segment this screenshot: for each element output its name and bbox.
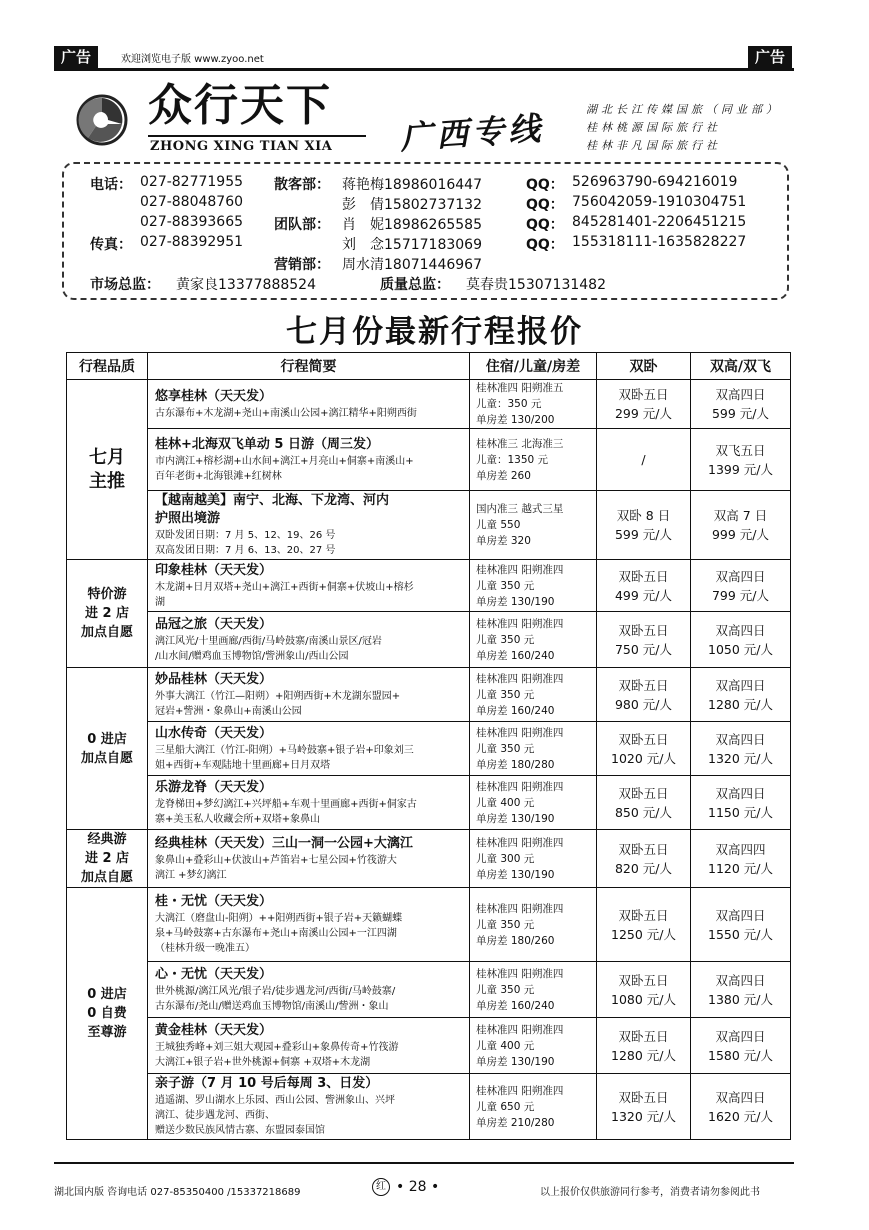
quality-director: 莫春贵15307131482 bbox=[466, 277, 606, 293]
accommodation-line: 桂林准四 阳朔准五 bbox=[476, 382, 564, 394]
price-train-flight: 双高四日 1580 元/人 bbox=[691, 1018, 791, 1074]
table-row bbox=[67, 722, 791, 776]
tel-3: 027-88393665 bbox=[140, 214, 244, 230]
itinerary-cell bbox=[148, 560, 470, 612]
itinerary-desc: 大漓江（磨盘山-阳朔）++阳朔西街+银子岩+天籁蝴蝶 泉+马岭鼓寨+古东瀑布+尧山+南溪山公园+一江四湖 （桂林升级一晚准五） bbox=[155, 913, 403, 954]
qq-1: 526963790-694216019 bbox=[572, 174, 738, 190]
table-row bbox=[67, 1074, 791, 1140]
accommodation-line: 桂林准三 北海准三 bbox=[476, 437, 564, 450]
itinerary-desc: 龙脊梯田+梦幻漓江+兴坪船+车观十里画廊+西街+侗家古 寨+美玉私人收藏会所+双塔+象鼻山 bbox=[155, 798, 417, 825]
marketing-label: 营销部： bbox=[274, 257, 330, 273]
accommodation-cell bbox=[470, 429, 597, 491]
itinerary-name: 山水传奇（天天发） bbox=[155, 725, 273, 741]
accommodation-line: 儿童：1350 元 bbox=[476, 453, 549, 466]
price-train-flight: 双高四日 1380 元/人 bbox=[691, 962, 791, 1018]
brand-pinyin: ZHONG XING TIAN XIA bbox=[150, 139, 333, 154]
itinerary-desc: 世外桃源/漓江风光/银子岩/徒步遇龙河/西街/马岭鼓寨/ 古东瀑布/尧山/赠送鸡血玉博物馆/南溪山/訾洲・象山 bbox=[155, 985, 396, 1012]
itinerary-cell bbox=[148, 668, 470, 722]
qq-2: 756042059-1910304751 bbox=[572, 194, 747, 210]
brand-rule bbox=[148, 135, 366, 137]
tel-label: 电话： bbox=[90, 177, 132, 193]
fax-label: 传真： bbox=[90, 237, 132, 253]
header-train-flight: 双高/双飞 bbox=[691, 353, 791, 380]
accommodation-line: 桂林准四 阳朔准四 bbox=[476, 780, 564, 793]
itinerary-name: 妙品桂林（天天发） bbox=[155, 671, 273, 687]
price-sleeper: 双卧五日 1280 元/人 bbox=[597, 1018, 691, 1074]
accommodation-line: 儿童 550 bbox=[476, 519, 521, 531]
accommodation-line: 桂林准四 阳朔准四 bbox=[476, 726, 564, 739]
agency-1: 湖北长江传媒国旅（同业部） bbox=[586, 103, 781, 116]
accommodation-line: 儿童 300 元 bbox=[476, 852, 535, 865]
accommodation-line: 儿童 350 元 bbox=[476, 633, 535, 646]
footer-rule bbox=[54, 1162, 794, 1164]
price-sleeper: 双卧五日 820 元/人 bbox=[597, 830, 691, 888]
slogan: 广西专线 bbox=[398, 109, 546, 157]
category-cell: 七月 主推 bbox=[67, 380, 148, 560]
accommodation-line: 单房差 130/200 bbox=[476, 414, 555, 426]
footer-edition: 湖北国内版 咨询电话 027-85350400 /15337218689 bbox=[54, 1187, 301, 1198]
table-row bbox=[67, 429, 791, 491]
accommodation-line: 单房差 260 bbox=[476, 469, 531, 482]
price-sleeper: 双卧五日 1320 元/人 bbox=[597, 1074, 691, 1140]
accommodation-line: 桂林准四 阳朔准四 bbox=[476, 902, 564, 915]
accommodation-line: 儿童 350 元 bbox=[476, 579, 535, 592]
itinerary-cell bbox=[148, 491, 470, 560]
price-sleeper: 双卧五日 499 元/人 bbox=[597, 560, 691, 612]
itinerary-name: 【越南越美】南宁、北海、下龙湾、河内 护照出境游 bbox=[155, 493, 390, 526]
header-accommodation: 住宿/儿童/房差 bbox=[470, 353, 597, 380]
accommodation-line: 儿童：350 元 bbox=[476, 398, 542, 410]
table-row bbox=[67, 830, 791, 888]
itinerary-cell bbox=[148, 830, 470, 888]
itinerary-name: 黄金桂林（天天发） bbox=[155, 1022, 273, 1038]
table-row bbox=[67, 491, 791, 560]
page-title: 七月份最新行程报价 bbox=[286, 314, 583, 350]
itinerary-desc: 象鼻山+叠彩山+伏波山+芦笛岩+七星公园+竹筏游大 漓江 +梦幻漓江 bbox=[155, 854, 397, 881]
accommodation-line: 儿童 400 元 bbox=[476, 1039, 535, 1052]
itinerary-desc: 外事大漓江（竹江—阳朔）+阳朔西街+木龙湖东盟园+ 冠岩+訾洲・象鼻山+南溪山公园 bbox=[155, 690, 401, 717]
qq-label: QQ： bbox=[526, 177, 564, 193]
itinerary-desc: 市内漓江+榕杉湖+山水间+漓江+月亮山+侗寨+南溪山+ 百年老街+北海银滩+红树林 bbox=[155, 455, 414, 482]
qq-label: QQ： bbox=[526, 197, 564, 213]
accommodation-line: 单房差 160/240 bbox=[476, 999, 555, 1012]
page-number: 红 • 28 • bbox=[372, 1178, 439, 1196]
itinerary-desc: 三星船大漓江（竹江-阳朔）+马岭鼓寨+银子岩+印象刘三 姐+西街+车观陆地十里画廊+日月双塔 bbox=[155, 744, 414, 771]
contact-person-5: 周水清18071446967 bbox=[342, 257, 482, 273]
qq-label: QQ： bbox=[526, 237, 564, 253]
accommodation-line: 儿童 650 元 bbox=[476, 1100, 535, 1113]
price-train-flight: 双高四日 799 元/人 bbox=[691, 560, 791, 612]
accommodation-cell bbox=[470, 962, 597, 1018]
itinerary-name: 心・无忧（天天发） bbox=[155, 966, 273, 982]
price-sleeper: 双卧五日 1080 元/人 bbox=[597, 962, 691, 1018]
contact-person-1: 蒋艳梅18986016447 bbox=[342, 177, 482, 193]
table-row bbox=[67, 776, 791, 830]
table-row bbox=[67, 612, 791, 668]
accommodation-line: 单房差 130/190 bbox=[476, 595, 555, 608]
price-table bbox=[66, 352, 791, 1140]
contact-person-4: 刘 念15717183069 bbox=[342, 237, 482, 253]
fax: 027-88392951 bbox=[140, 234, 244, 250]
contact-person-2: 彭 倩15802737132 bbox=[342, 197, 482, 213]
itinerary-cell bbox=[148, 429, 470, 491]
accommodation-line: 单房差 130/190 bbox=[476, 868, 555, 881]
price-train-flight: 双高四日 1150 元/人 bbox=[691, 776, 791, 830]
ad-label-left: 广告 bbox=[54, 46, 98, 68]
category-cell: 0 进店 加点自愿 bbox=[67, 668, 148, 830]
agency-3: 桂林非凡国际旅行社 bbox=[586, 139, 721, 152]
itinerary-cell bbox=[148, 1018, 470, 1074]
table-row bbox=[67, 668, 791, 722]
market-label: 市场总监： bbox=[90, 277, 160, 293]
itinerary-cell bbox=[148, 722, 470, 776]
top-rule bbox=[54, 68, 794, 71]
itinerary-desc: 漓江风光/十里画廊/西街/马岭鼓寨/南溪山景区/冠岩 /山水间/赠鸡血玉博物馆/訾洲象山/西山公园 bbox=[155, 635, 382, 662]
retail-label: 散客部： bbox=[274, 177, 330, 193]
accommodation-line: 桂林准四 阳朔准四 bbox=[476, 1023, 564, 1036]
accommodation-cell bbox=[470, 1018, 597, 1074]
accommodation-line: 单房差 160/240 bbox=[476, 704, 555, 717]
itinerary-cell bbox=[148, 888, 470, 962]
price-train-flight: 双高四日 599 元/人 bbox=[691, 380, 791, 429]
price-train-flight: 双高四日 1050 元/人 bbox=[691, 612, 791, 668]
qq-4: 155318111-1635828227 bbox=[572, 234, 747, 250]
price-train-flight: 双高四日 1620 元/人 bbox=[691, 1074, 791, 1140]
itinerary-name: 亲子游（7 月 10 号后每周 3、日发） bbox=[155, 1076, 379, 1091]
category-cell: 经典游 进 2 店 加点自愿 bbox=[67, 830, 148, 888]
group-label: 团队部： bbox=[274, 217, 330, 233]
accommodation-line: 儿童 350 元 bbox=[476, 742, 535, 755]
accommodation-line: 单房差 180/260 bbox=[476, 934, 555, 947]
table-row bbox=[67, 380, 791, 429]
ad-label-right: 广告 bbox=[748, 46, 792, 68]
itinerary-desc: 逍遥湖、罗山湖水上乐园、西山公园、訾洲象山、兴坪 漓江、徒步遇龙河、西街、 赠送少数民族风情古寨、东盟园泰国馆 bbox=[155, 1095, 395, 1136]
itinerary-cell bbox=[148, 1074, 470, 1140]
itinerary-cell bbox=[148, 776, 470, 830]
accommodation-line: 桂林准四 阳朔准四 bbox=[476, 672, 564, 685]
itinerary-name: 乐游龙脊（天天发） bbox=[155, 779, 273, 795]
itinerary-cell bbox=[148, 380, 470, 429]
price-sleeper: 双卧五日 299 元/人 bbox=[597, 380, 691, 429]
itinerary-name: 悠享桂林（天天发） bbox=[155, 388, 273, 404]
tel-1: 027-82771955 bbox=[140, 174, 244, 190]
qq-label: QQ： bbox=[526, 217, 564, 233]
table-row bbox=[67, 888, 791, 962]
quality-label: 质量总监： bbox=[380, 277, 450, 293]
accommodation-line: 儿童 350 元 bbox=[476, 918, 535, 931]
footer-disclaimer: 以上报价仅供旅游同行参考，消费者请勿参阅此书 bbox=[540, 1187, 760, 1198]
itinerary-name: 经典桂林（天天发）三山一洞一公园+大漓江 bbox=[155, 835, 413, 851]
itinerary-name: 桂・无忧（天天发） bbox=[155, 894, 273, 909]
page-icon: 红 bbox=[372, 1178, 390, 1196]
market-director: 黄家良13377888524 bbox=[176, 277, 316, 293]
accommodation-cell bbox=[470, 830, 597, 888]
price-sleeper: 双卧五日 1250 元/人 bbox=[597, 888, 691, 962]
itinerary-desc: 王城独秀峰+刘三姐大观园+叠彩山+象鼻传奇+竹筏游 大漓江+银子岩+世外桃源+侗寨 +双塔+木龙湖 bbox=[155, 1041, 399, 1068]
accommodation-cell bbox=[470, 776, 597, 830]
price-sleeper: 双卧五日 850 元/人 bbox=[597, 776, 691, 830]
accommodation-cell bbox=[470, 1074, 597, 1140]
table-row bbox=[67, 962, 791, 1018]
itinerary-name: 桂林+北海双飞单动 5 日游（周三发） bbox=[155, 436, 379, 452]
accommodation-cell bbox=[470, 668, 597, 722]
accommodation-line: 桂林准四 阳朔准四 bbox=[476, 563, 564, 576]
accommodation-cell bbox=[470, 888, 597, 962]
tel-2: 027-88048760 bbox=[140, 194, 244, 210]
category-cell: 特价游 进 2 店 加点自愿 bbox=[67, 560, 148, 668]
contact-person-3: 肖 妮18986265585 bbox=[342, 217, 482, 233]
itinerary-desc: 木龙湖+日月双塔+尧山+漓江+西街+侗寨+伏坡山+榕杉 湖 bbox=[155, 581, 414, 608]
accommodation-line: 桂林准四 阳朔准四 bbox=[476, 1084, 564, 1097]
accommodation-line: 单房差 180/280 bbox=[476, 758, 555, 771]
accommodation-cell bbox=[470, 612, 597, 668]
price-train-flight: 双高四日 1320 元/人 bbox=[691, 722, 791, 776]
price-train-flight: 双高 7 日 999 元/人 bbox=[691, 491, 791, 560]
itinerary-desc: 古东瀑布+木龙湖+尧山+南溪山公园+漓江精华+阳朔西街 bbox=[155, 407, 417, 419]
accommodation-line: 儿童 350 元 bbox=[476, 688, 535, 701]
accommodation-line: 单房差 130/190 bbox=[476, 1055, 555, 1068]
itinerary-name: 品冠之旅（天天发） bbox=[155, 616, 273, 632]
accommodation-cell bbox=[470, 560, 597, 612]
category-cell: 0 进店 0 自费 至尊游 bbox=[67, 888, 148, 1140]
page-number-value: 28 bbox=[408, 1179, 427, 1195]
price-train-flight: 双高四日 1280 元/人 bbox=[691, 668, 791, 722]
accommodation-line: 国内准三 越式三星 bbox=[476, 503, 564, 515]
accommodation-line: 桂林准四 阳朔准四 bbox=[476, 836, 564, 849]
accommodation-line: 单房差 210/280 bbox=[476, 1116, 555, 1129]
itinerary-cell bbox=[148, 962, 470, 1018]
accommodation-line: 单房差 130/190 bbox=[476, 812, 555, 825]
header-sleeper: 双卧 bbox=[597, 353, 691, 380]
accommodation-cell bbox=[470, 722, 597, 776]
site-url[interactable]: 欢迎浏览电子版 www.zyoo.net bbox=[121, 54, 264, 65]
itinerary-desc: 双卧发团日期：7 月 5、12、19、26 号 双高发团日期：7 月 6、13、20、27 号 bbox=[155, 530, 336, 556]
accommodation-line: 桂林准四 阳朔准四 bbox=[476, 617, 564, 630]
accommodation-line: 单房差 320 bbox=[476, 535, 531, 547]
swirl-logo-icon bbox=[76, 94, 128, 146]
price-train-flight: 双高四日 1550 元/人 bbox=[691, 888, 791, 962]
price-sleeper: 双卧五日 1020 元/人 bbox=[597, 722, 691, 776]
accommodation-line: 儿童 350 元 bbox=[476, 983, 535, 996]
table-row bbox=[67, 560, 791, 612]
itinerary-cell bbox=[148, 612, 470, 668]
qq-3: 845281401-2206451215 bbox=[572, 214, 747, 230]
price-sleeper: 双卧 8 日 599 元/人 bbox=[597, 491, 691, 560]
header-quality: 行程品质 bbox=[67, 353, 148, 380]
accommodation-cell bbox=[470, 380, 597, 429]
accommodation-line: 儿童 400 元 bbox=[476, 796, 535, 809]
accommodation-line: 单房差 160/240 bbox=[476, 649, 555, 662]
brand-name: 众行天下 bbox=[148, 80, 332, 131]
accommodation-cell bbox=[470, 491, 597, 560]
header-itinerary: 行程简要 bbox=[148, 353, 470, 380]
price-sleeper: 双卧五日 980 元/人 bbox=[597, 668, 691, 722]
itinerary-name: 印象桂林（天天发） bbox=[155, 562, 273, 578]
price-sleeper: 双卧五日 750 元/人 bbox=[597, 612, 691, 668]
price-train-flight: 双飞五日 1399 元/人 bbox=[691, 429, 791, 491]
agency-2: 桂林桃源国际旅行社 bbox=[586, 121, 721, 134]
price-sleeper: / bbox=[597, 429, 691, 491]
price-train-flight: 双高四四 1120 元/人 bbox=[691, 830, 791, 888]
table-row bbox=[67, 1018, 791, 1074]
accommodation-line: 桂林准四 阳朔准四 bbox=[476, 967, 564, 980]
